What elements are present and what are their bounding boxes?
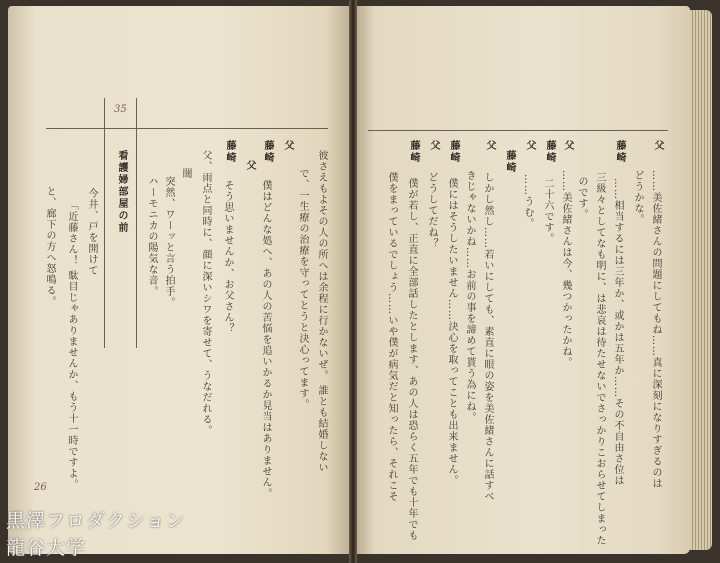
- stage-direction: 父、雨点と同時に、顔に深いシワを寄せて、うなだれる。: [200, 150, 211, 436]
- speaker-label: 父: [428, 140, 439, 152]
- dialogue-line: しかし然し……若いにしても、素直に眼の姿を美佐緒さんに話すべ: [482, 172, 493, 502]
- dialogue-line: ……うむ。: [522, 174, 533, 229]
- dialogue-line: 僕をまっているでしょう……いや僕が病気だと知ったら、それこそ: [386, 172, 397, 502]
- dialogue-line: 「近藤さん！ 駄目じゃありませんか、もう十一時ですよ。: [66, 200, 77, 491]
- scene-box-left: [104, 98, 105, 348]
- dialogue-line: ……美佐緒さんの問題にしてもね……真に深刻になりすぎるのは: [650, 170, 661, 489]
- page-edges: [690, 10, 712, 550]
- watermark-line1: 黒澤フロダクション: [6, 510, 186, 532]
- dialogue-line: ……相当するには三年か、或かは五年か……その不自由さ位は: [612, 178, 623, 486]
- speaker-label: 藤崎: [224, 140, 235, 164]
- dialogue-line: どうかな。: [632, 170, 643, 225]
- dialogue-line: ……美佐緒さんは今、幾つかったかね。: [560, 170, 571, 368]
- left-rule: [46, 128, 328, 129]
- scene-heading: 看護婦部屋の前: [116, 150, 127, 234]
- speaker-label: 父: [244, 160, 255, 172]
- speaker-label: 藤崎: [504, 150, 515, 174]
- speaker-label: 父: [652, 140, 663, 152]
- speaker-label: 藤崎: [614, 140, 625, 164]
- dialogue-line: のです。: [576, 176, 587, 220]
- dialogue-line: 僕はどんな処へ、あの人の苦悩を追いかるか見当はありません。: [260, 180, 271, 499]
- book-gutter: [349, 0, 357, 563]
- speaker-label: 藤崎: [544, 140, 555, 164]
- speaker-label: 父: [562, 140, 573, 152]
- speaker-label: 父: [524, 140, 535, 152]
- dialogue-line: 僕にはそうしたいません……決心を取ってことも出来ません。: [446, 178, 457, 486]
- right-rule: [368, 130, 668, 131]
- dialogue-line: そう思いませんか、お父さん？: [222, 180, 233, 334]
- speaker-label: 藤崎: [408, 140, 419, 164]
- dialogue-line: 三級々としてなも明に、は悲哀は待たせないでさっかりこおらせてしまった: [594, 172, 605, 546]
- dialogue-line: 僕が若し、正直に全部話したとします、あの人は恐らく五年でも十年でも: [406, 178, 417, 541]
- speaker-label: 藤崎: [448, 140, 459, 164]
- stage-direction: 突然、ワーッと言う拍手。: [163, 176, 174, 308]
- stage-direction: 闇: [180, 168, 191, 179]
- dialogue-line: で、一生療の治療を守ってとうと決心ってます。: [297, 168, 308, 410]
- scene-box-right: [136, 98, 137, 348]
- speaker-label: 父: [484, 140, 495, 152]
- speaker-label: 藤崎: [262, 140, 273, 164]
- dialogue-line: どうしてだね？: [426, 172, 437, 249]
- stage-direction: ハーモニカの陽気な音。: [146, 176, 157, 297]
- page-number-top: 35: [114, 104, 127, 115]
- dialogue-line: 今井、戸を開けて: [86, 188, 97, 276]
- page-number-bottom: 26: [34, 482, 47, 493]
- watermark-line2: 龍谷大学: [6, 537, 87, 559]
- dialogue-line: 彼さえもよその人の所へは余程に行かないぜ。 誰とも結婚しない: [316, 150, 327, 474]
- speaker-label: 父: [282, 140, 293, 152]
- dialogue-line: 二十六です。: [542, 178, 553, 244]
- dialogue-line: きじゃないかね……お前の事を諦めて貰う為にね。: [464, 170, 475, 423]
- stage-direction: と、廊下の方へ怒鳴る。: [44, 186, 55, 307]
